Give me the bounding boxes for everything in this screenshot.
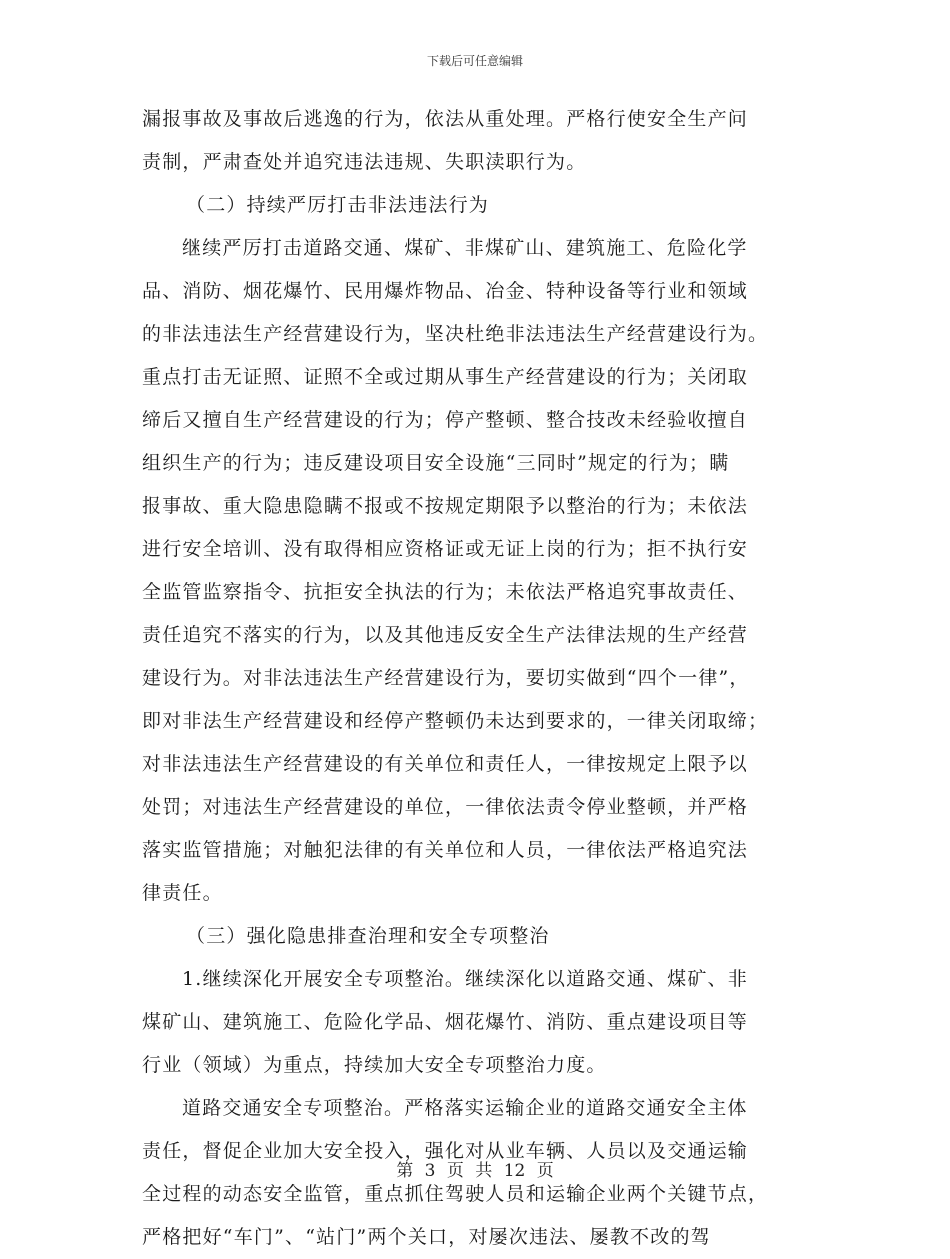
page-header: 下载后可任意编辑: [426, 54, 523, 68]
text-line: 漏报事故及事故后逃逸的行为，依法从重处理。严格行使安全生产问: [142, 108, 749, 130]
text-line: 处罚；对违法生产经营建设的单位，一律依法责令停业整顿，并严格: [142, 796, 749, 818]
section-heading: （二）持续严厉打击非法违法行为: [186, 194, 490, 216]
text-line: 的非法违法生产经营建设行为，坚决杜绝非法违法生产经营建设行为。: [142, 323, 769, 345]
text-line: 煤矿山、建筑施工、危险化学品、烟花爆竹、消防、重点建设项目等: [142, 1011, 749, 1033]
text-line: 继续严厉打击道路交通、煤矿、非煤矿山、建筑施工、危险化学: [182, 237, 748, 259]
text-line: 责任，督促企业加大安全投入，强化对从业车辆、人员以及交通运输: [142, 1140, 749, 1162]
text-line: 重点打击无证照、证照不全或过期从事生产经营建设的行为；关闭取: [142, 366, 749, 388]
text-line: 进行安全培训、没有取得相应资格证或无证上岗的行为；拒不执行安: [142, 538, 749, 560]
text-line: 建设行为。对非法违法生产经营建设行为，要切实做到“四个一律”，: [142, 667, 750, 689]
text-line: 缔后又擅自生产经营建设的行为；停产整顿、整合技改未经验收擅自: [142, 409, 749, 431]
text-line: 即对非法生产经营建设和经停产整顿仍未达到要求的，一律关闭取缔；: [142, 710, 769, 732]
page-number: 第 3 页 共 12 页: [396, 1161, 554, 1181]
text-line: 组织生产的行为；违反建设项目安全设施“三同时”规定的行为；瞒: [142, 452, 730, 474]
text-line: 全监管监察指令、抗拒安全执法的行为；未依法严格追究事故责任、: [142, 581, 749, 603]
text-line: 全过程的动态安全监管，重点抓住驾驶人员和运输企业两个关键节点，: [142, 1183, 769, 1205]
text-line: 品、消防、烟花爆竹、民用爆炸物品、冶金、特种设备等行业和领域: [142, 280, 749, 302]
text-line: 律责任。: [142, 882, 223, 904]
text-line: 道路交通安全专项整治。严格落实运输企业的道路交通安全主体: [182, 1097, 748, 1119]
text-line: 1.继续深化开展安全专项整治。继续深化以道路交通、煤矿、非: [182, 968, 748, 990]
text-line: 责制，严肃查处并追究违法违规、失职渎职行为。: [142, 151, 587, 173]
text-line: 落实监管措施；对触犯法律的有关单位和人员，一律依法严格追究法: [142, 839, 749, 861]
text-line: 严格把好“车门”、“站门”两个关口，对屡次违法、屡教不改的驾: [142, 1226, 711, 1248]
text-line: 对非法违法生产经营建设的有关单位和责任人，一律按规定上限予以: [142, 753, 749, 775]
section-heading: （三）强化隐患排查治理和安全专项整治: [186, 925, 550, 947]
text-line: 行业（领域）为重点，持续加大安全专项整治力度。: [142, 1054, 607, 1076]
document-body: [142, 98, 810, 1259]
text-line: 报事故、重大隐患隐瞒不报或不按规定期限予以整治的行为；未依法: [142, 495, 749, 517]
text-line: 责任追究不落实的行为，以及其他违反安全生产法律法规的生产经营: [142, 624, 749, 646]
